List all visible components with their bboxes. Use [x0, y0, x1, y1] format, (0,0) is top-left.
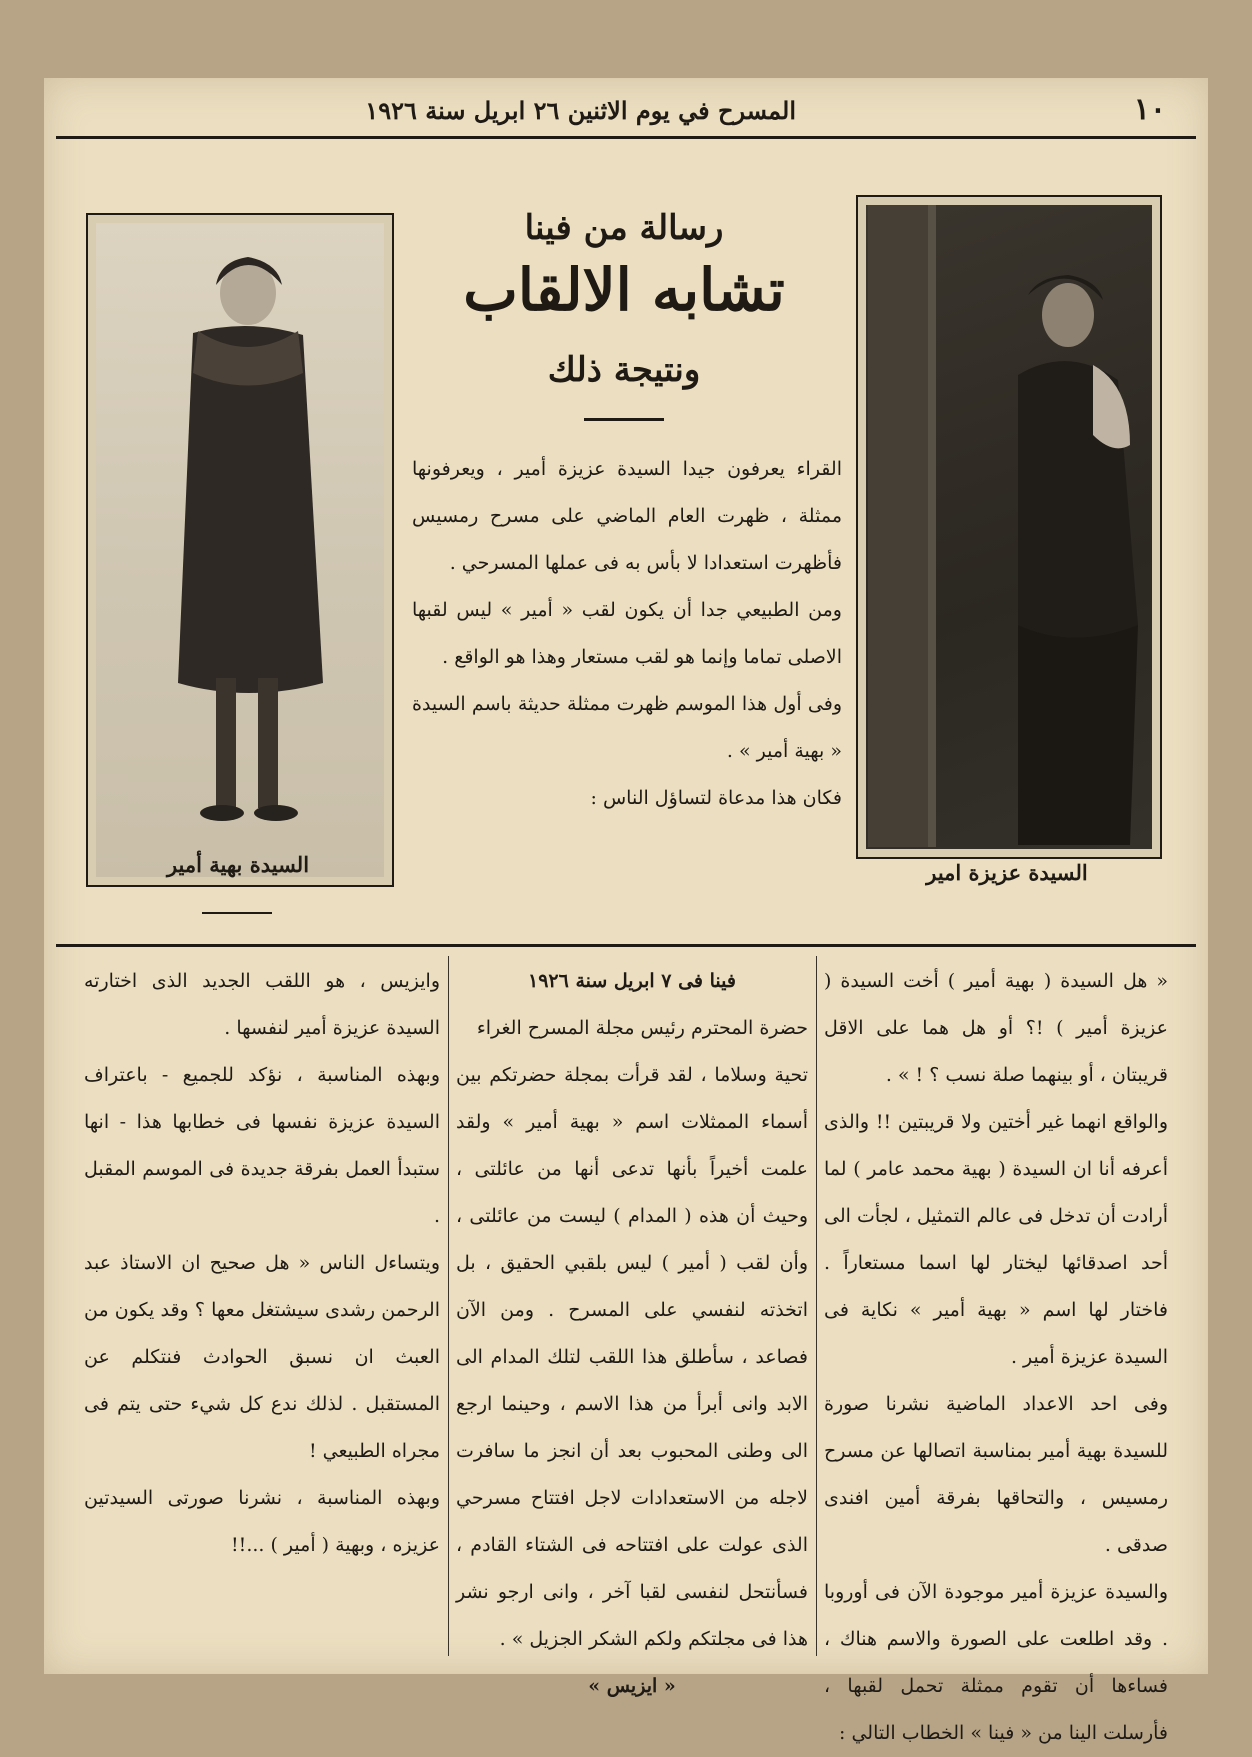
page-number: ١٠ [1133, 92, 1166, 127]
photo-aziza-amir [856, 195, 1162, 859]
caption-aziza-amir: السيدة عزيزة امير [926, 860, 1088, 885]
header-title: المسرح في يوم الاثنين ٢٦ ابريل سنة ١٩٢٦ [365, 96, 796, 125]
column-right [824, 958, 1168, 1757]
portrait-illustration [868, 205, 1152, 847]
column-paragraph: والسيدة عزيزة أمير موجودة الآن فى أوروبا . وقد اطلعت على الصورة والاسم هناك ، فساءها أن تقوم ممثلة تحمل لقبها ، فأرسلت الينا من « فينا » الخطاب التالي : [824, 1581, 1168, 1744]
letter-salutation: حضرة المحترم رئيس مجلة المسرح الغراء [476, 1017, 808, 1039]
article-intro [412, 446, 842, 822]
photo-aziza-amir-image [866, 205, 1152, 849]
page-header [56, 92, 1196, 139]
photo-bahia-amir [86, 213, 394, 887]
letter-body: تحية وسلاما ، لقد قرأت بمجلة حضرتكم بين أسماء الممثلات اسم « بهية أمير » ولقد علمت أخيراً بأنها تدعى أنها من عائلتى ، وحيث أن هذه ( المدام ) ليست من عائلتى ، وأن لقب ( أمير ) ليس بلقبي الحقيق ، بل اتخذته لنفسي على المسرح . ومن الآن فصاعد ، سأطلق هذا اللقب لتلك المدام الى الابد وانى أبرأ من هذا الاسم ، وحينما ارجع الى وطنى المحبوب بعد أن انجز ما سافرت لاجله من الاستعدادات لاجل افتتاح مسرحي الذى عولت على افتتاحه فى الشتاء القادم ، فسأنتحل لنفسى لقبا آخر ، وانى ارجو نشر هذا فى مجلتكم ولكم الشكر الجزيل » . [456, 1064, 808, 1650]
column-paragraph: وبهذه المناسبة ، نؤكد للجميع - باعتراف السيدة عزيزة نفسها فى خطابها هذا - انها ستبدأ العمل بفرقة جديدة فى الموسم المقبل . [84, 1064, 440, 1227]
newspaper-page [44, 78, 1208, 1744]
column-divider [448, 956, 449, 1656]
title-rule [584, 418, 664, 421]
column-paragraph: ويتساءل الناس « هل صحيح ان الاستاذ عبد الرحمن رشدى سيشتغل معها ؟ وقد يكون من العبث ان نسبق الحوادث فنتكلم عن المستقبل . لذلك ندع كل شيء حتى يتم فى مجراه الطبيعي ! [84, 1252, 440, 1462]
column-paragraph: والواقع انهما غير أختين ولا قريبتين !! والذى أعرفه أنا ان السيدة ( بهية محمد عامر ) لما أرادت أن تدخل فى عالم التمثيل ، لجأت الى أحد اصدقائها ليختار لها اسما مستعاراً . فاختار لها اسم « بهية أمير » نكاية فى السيدة عزيزة أمير . [824, 1111, 1168, 1368]
intro-paragraph: القراء يعرفون جيدا السيدة عزيزة أمير ، ويعرفونها ممثلة ، ظهرت العام الماضي على مسرح رمسيس فأظهرت استعدادا لا بأس به فى عملها المسرحي . [412, 458, 842, 574]
section-rule [56, 944, 1196, 947]
column-left [84, 958, 440, 1569]
article-kicker: رسالة من فينا [524, 208, 724, 248]
column-divider [816, 956, 817, 1656]
column-paragraph: وفى احد الاعداد الماضية نشرنا صورة للسيدة بهية أمير بمناسبة اتصالها عن مسرح رمسيس ، والتحاقها بفرقة أمين افندى صدقى . [824, 1393, 1168, 1556]
letter-date: فينا فى ٧ ابريل سنة ١٩٢٦ [528, 970, 736, 992]
intro-paragraph: ومن الطبيعي جدا أن يكون لقب « أمير » ليس لقبها الاصلى تماما وإنما هو لقب مستعار وهذا هو الواقع . [412, 599, 842, 668]
column-center-letter [456, 958, 808, 1710]
caption-rule [202, 912, 272, 914]
intro-paragraph: فكان هذا مدعاة لتساؤل الناس : [590, 787, 842, 809]
column-paragraph: وايزيس ، هو اللقب الجديد الذى اختارته السيدة عزيزة أمير لنفسها . [84, 970, 440, 1039]
article-title: تشابه الالقاب [463, 256, 785, 324]
article-subtitle: ونتيجة ذلك [547, 350, 701, 390]
intro-paragraph: وفى أول هذا الموسم ظهرت ممثلة حديثة باسم السيدة « بهية أمير » . [412, 693, 842, 762]
caption-bahia-amir: السيدة بهية أمير [166, 852, 310, 877]
column-paragraph: وبهذه المناسبة ، نشرنا صورتى السيدتين عزيزه ، وبهية ( أمير ) ...!! [84, 1487, 440, 1556]
column-paragraph: « هل السيدة ( بهية أمير ) أخت السيدة ( عزيزة أمير ) !؟ أو هل هما على الاقل قريبتان ، أو بينهما صلة نسب ؟ ! » . [824, 970, 1168, 1086]
photo-bahia-amir-image [96, 223, 384, 877]
letter-signature: « ايزيس » [588, 1675, 676, 1697]
portrait-illustration [98, 223, 384, 875]
